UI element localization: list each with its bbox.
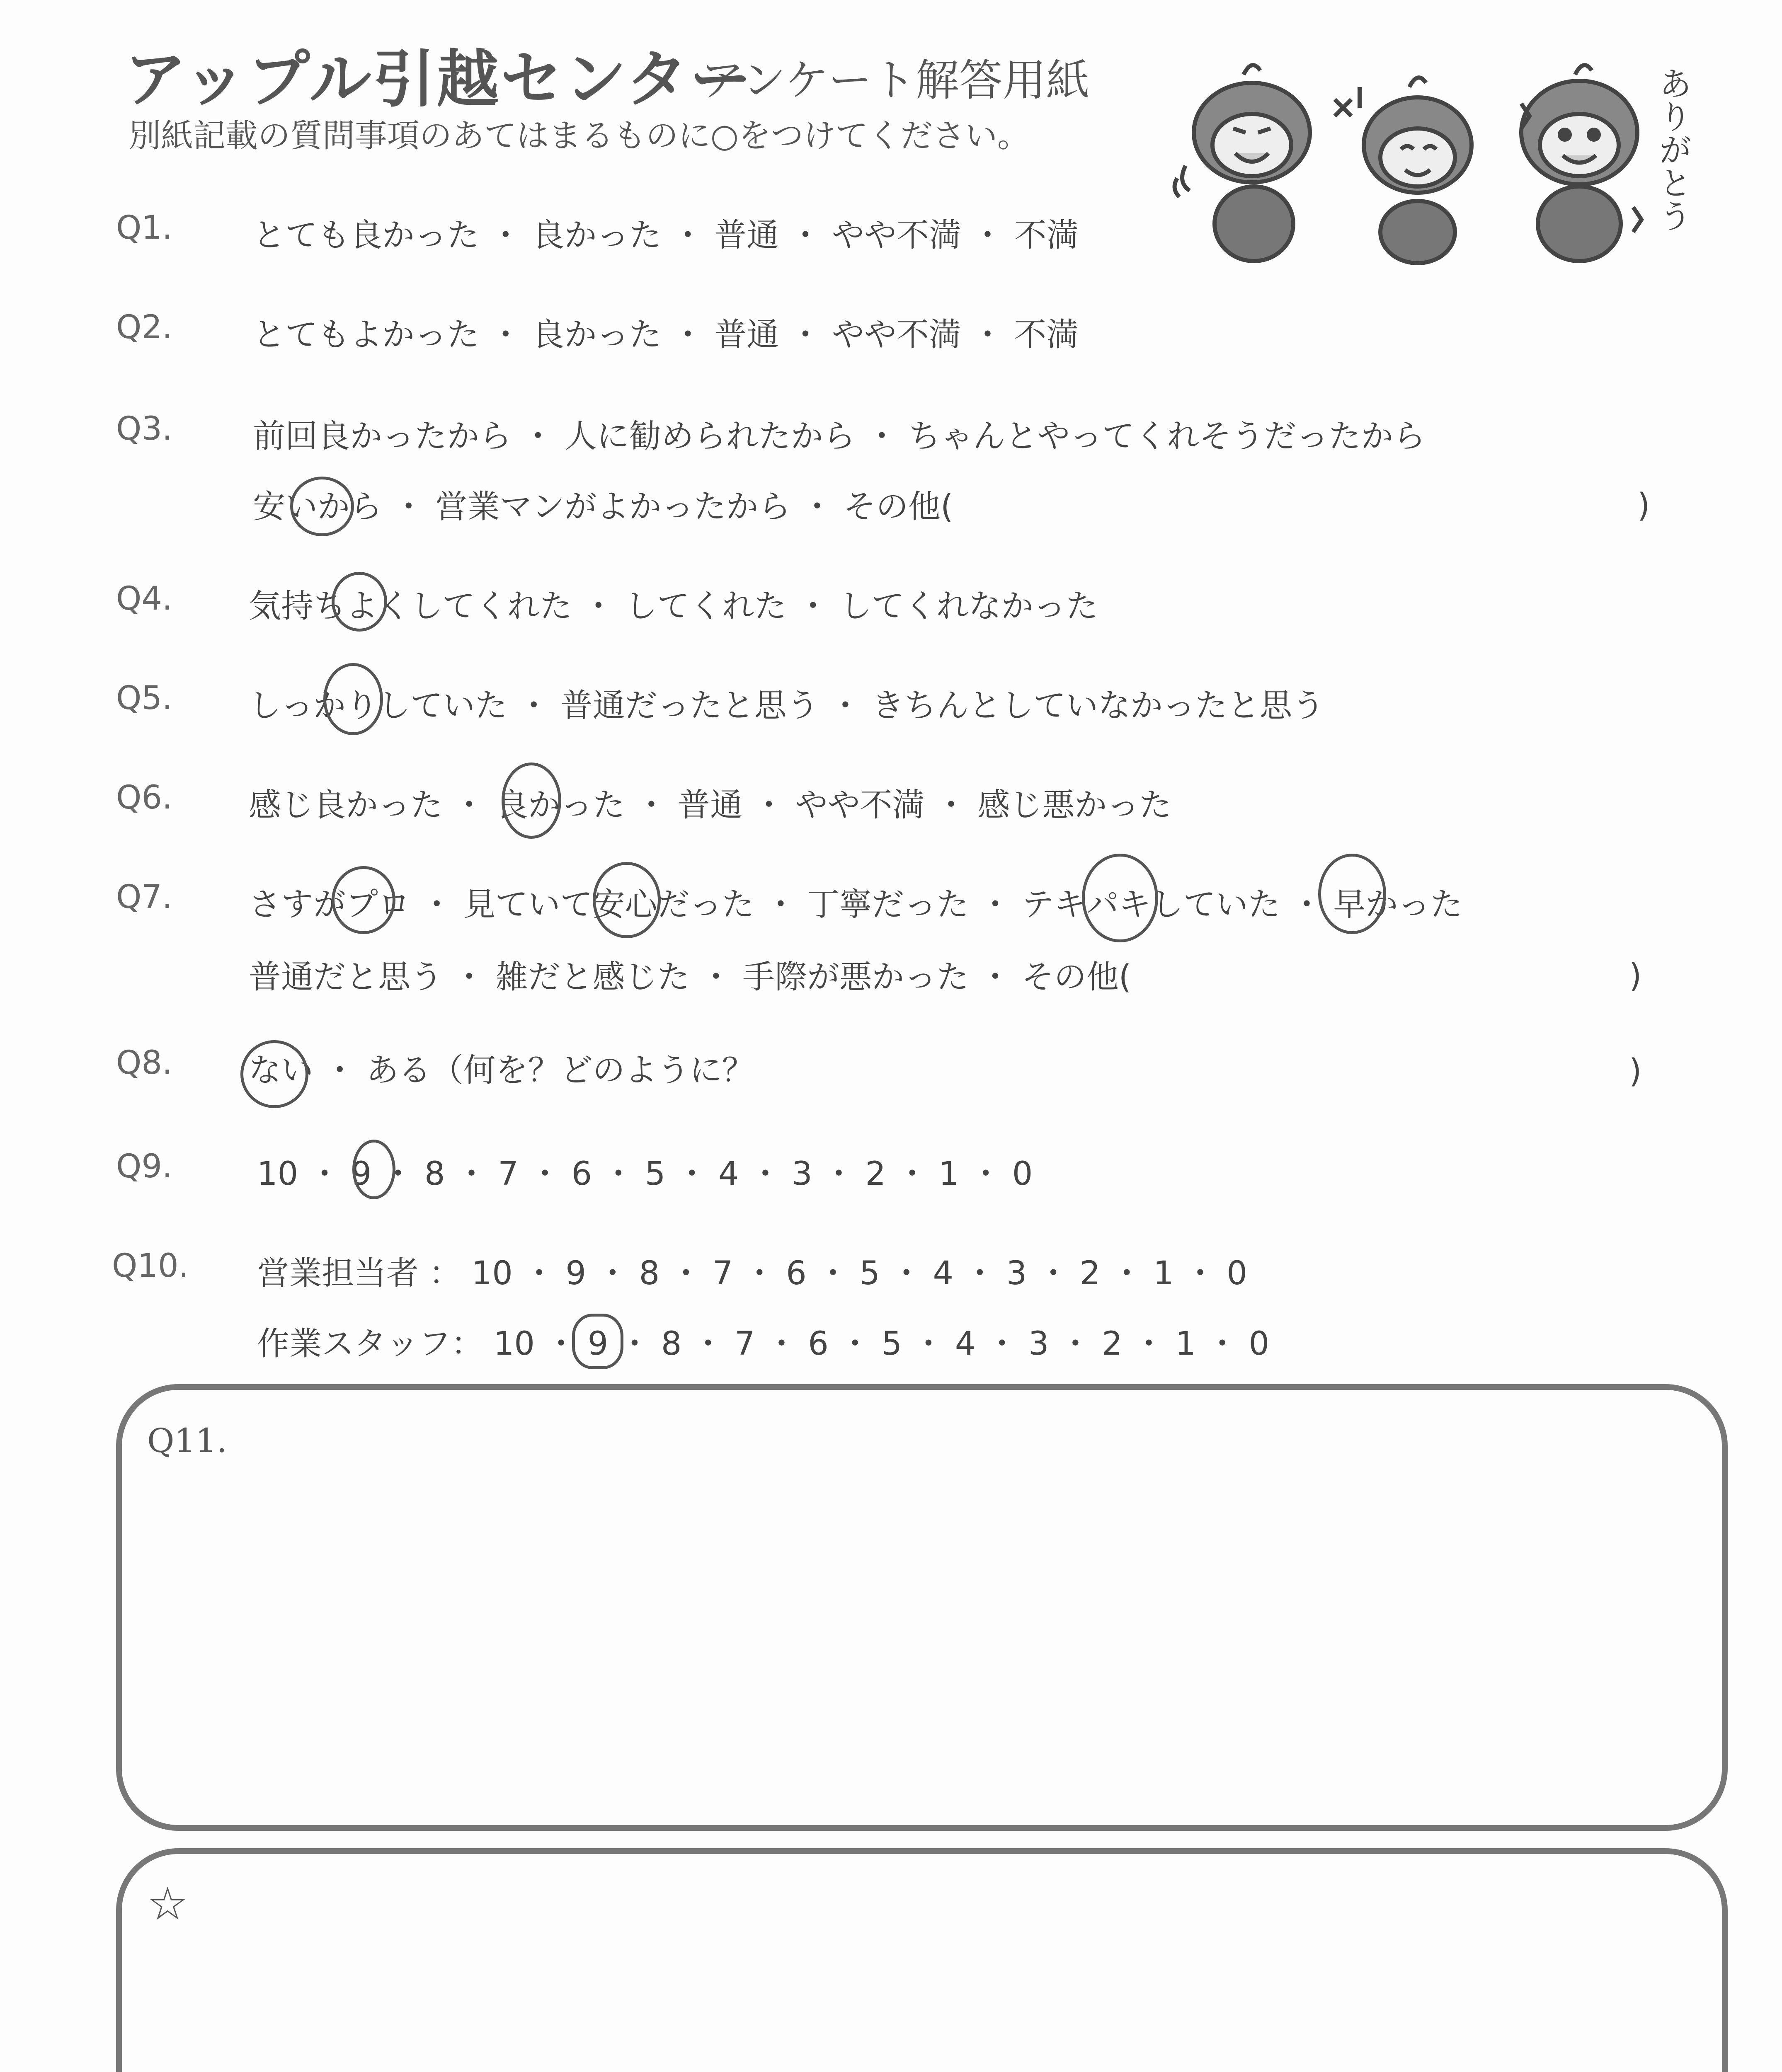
rating-scale-staff[interactable]: 作業スタッフ： 10 ・ 9 ・ 8 ・ 7 ・ 6 ・ 5 ・ 4 ・ 3 ・ 2 ・ 1 ・ 0 <box>257 1325 1270 1363</box>
q11-label: Q11. <box>147 1421 227 1460</box>
question-options[interactable]: しっかりしていた ・ 普通だったと思う ・ きちんとしていなかったと思う <box>249 687 1325 724</box>
rating-scale-sales[interactable]: 営業担当者 ： 10 ・ 9 ・ 8 ・ 7 ・ 6 ・ 5 ・ 4 ・ 3 ・ 2 ・ 1 ・ 0 <box>257 1255 1247 1292</box>
star-label: ☆ <box>147 1877 188 1930</box>
question-options[interactable]: 普通だと思う ・ 雑だと感じた ・ 手際が悪かった ・ その他( <box>249 959 1132 996</box>
question-number: Q4. <box>116 580 172 617</box>
question-number: Q3. <box>116 410 172 448</box>
question-number: Q1. <box>116 209 172 247</box>
question-options[interactable]: ない ・ ある（何を？どのように？ <box>249 1052 754 1089</box>
answer-circle-q7-c <box>1082 854 1158 942</box>
answer-circle-q6 <box>502 762 561 839</box>
question-options[interactable]: とても良かった ・ 良かった ・ 普通 ・ やや不満 ・ 不満 <box>253 217 1079 254</box>
survey-title: アップル引越センター <box>124 44 754 116</box>
answer-circle-q7-d <box>1318 854 1386 934</box>
question-options[interactable]: さすがプロ ・ 見ていて安心だった ・ 丁寧だった ・ テキパキしていた ・ 早かった <box>249 886 1463 923</box>
question-number: Q2. <box>116 309 172 346</box>
rating-scale[interactable]: 10 ・ 9 ・ 8 ・ 7 ・ 6 ・ 5 ・ 4 ・ 3 ・ 2 ・ 1 ・ 0 <box>257 1155 1033 1193</box>
question-options[interactable]: とてもよかった ・ 良かった ・ 普通 ・ やや不満 ・ 不満 <box>253 316 1079 353</box>
question-number: Q10. <box>112 1247 189 1285</box>
question-options[interactable]: 安いから ・ 営業マンがよかったから ・ その他( <box>253 488 953 525</box>
instruction-text: 別紙記載の質問事項のあてはまるものに○をつけてください。 <box>128 117 1030 155</box>
closing-paren: ) <box>1629 1053 1642 1090</box>
survey-subtitle: アンケート解答用紙 <box>701 55 1090 106</box>
answer-circle-q10 <box>572 1314 623 1369</box>
answer-circle-q7-a <box>332 866 395 934</box>
answer-circle-q5 <box>323 663 383 735</box>
mascot-caption: ありがとう <box>1653 66 1692 232</box>
question-options[interactable]: 前回良かったから ・ 人に勧められたから ・ ちゃんとやってくれそうだったから <box>253 418 1426 455</box>
question-number: Q6. <box>116 779 172 816</box>
closing-paren: ) <box>1629 957 1642 995</box>
closing-paren: ) <box>1637 487 1650 524</box>
answer-circle-q8 <box>240 1040 308 1108</box>
mascot-illustration <box>1161 50 1720 265</box>
question-number: Q8. <box>116 1044 172 1082</box>
question-options[interactable]: 感じ良かった ・ 良かった ・ 普通 ・ やや不満 ・ 感じ悪かった <box>249 787 1172 824</box>
question-number: Q5. <box>116 680 172 717</box>
answer-circle-q4 <box>332 572 387 632</box>
answer-circle-q9 <box>352 1140 395 1199</box>
star-comment-box[interactable] <box>116 1848 1728 2072</box>
question-number: Q7. <box>116 879 172 916</box>
answer-circle-q7-b <box>593 862 661 938</box>
q11-comment-box[interactable] <box>116 1384 1728 1831</box>
question-options[interactable]: 気持ちよくしてくれた ・ してくれた ・ してくれなかった <box>249 588 1098 625</box>
answer-circle-q3 <box>290 477 354 536</box>
question-number: Q9. <box>116 1148 172 1185</box>
